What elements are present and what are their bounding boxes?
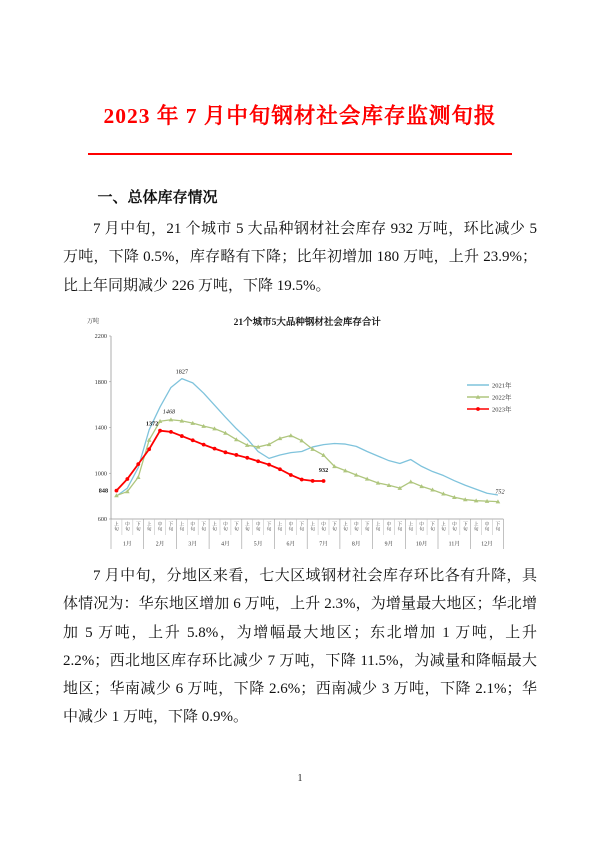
svg-text:下旬: 下旬: [266, 522, 272, 533]
svg-text:中旬: 中旬: [419, 522, 425, 533]
svg-text:1月: 1月: [122, 541, 132, 548]
svg-text:上旬: 上旬: [277, 522, 283, 533]
svg-text:下旬: 下旬: [364, 522, 370, 533]
section-heading: 一、总体库存情况: [97, 190, 218, 206]
svg-text:上旬: 上旬: [473, 522, 479, 533]
svg-text:848: 848: [98, 487, 109, 495]
svg-text:中旬: 中旬: [190, 522, 196, 533]
svg-text:10月: 10月: [415, 541, 428, 548]
svg-text:下旬: 下旬: [201, 522, 207, 533]
svg-text:下旬: 下旬: [299, 522, 305, 533]
title-divider: [88, 153, 512, 155]
svg-text:7月: 7月: [319, 541, 328, 548]
svg-text:中旬: 中旬: [353, 522, 359, 533]
svg-text:6月: 6月: [286, 541, 296, 548]
svg-text:中旬: 中旬: [386, 522, 392, 533]
svg-text:3月: 3月: [188, 541, 198, 548]
svg-text:600: 600: [97, 516, 107, 523]
svg-text:2022年: 2022年: [492, 394, 512, 402]
svg-text:上旬: 上旬: [212, 522, 217, 533]
svg-text:上旬: 上旬: [146, 522, 152, 533]
line-chart-canvas: [85, 312, 545, 558]
svg-text:2021年: 2021年: [492, 382, 512, 390]
svg-text:下旬: 下旬: [430, 522, 435, 533]
svg-text:下旬: 下旬: [332, 522, 337, 533]
svg-text:752: 752: [495, 488, 505, 496]
svg-text:上旬: 上旬: [342, 522, 348, 533]
svg-text:上旬: 上旬: [179, 522, 185, 533]
svg-text:2200: 2200: [94, 333, 107, 340]
svg-text:下旬: 下旬: [397, 522, 403, 533]
paragraph-regional: 7 月中旬，分地区来看，七大区域钢材社会库存环比各有升降，具体情况为：华东地区增加 6 万吨，上升 2.3%，为增量最大地区；华北增加 5 万吨，上升 5.8%，为增幅最大地区；东北增加 1 万吨，上升 2.2%；西北地区库存环比减少 7 万吨，下降 11.5%，为减量和降幅最大地区；华南减少 6 万吨，下降 2.6%；西南减少 3 万吨，下降 2.1%；华中减少 1 万吨，下降 0.9%。: [63, 568, 537, 726]
svg-text:上旬: 上旬: [310, 522, 316, 533]
svg-text:下旬: 下旬: [462, 522, 468, 533]
svg-text:中旬: 中旬: [321, 522, 326, 533]
svg-text:1468: 1468: [162, 408, 176, 416]
svg-text:中旬: 中旬: [484, 522, 490, 533]
svg-text:中旬: 中旬: [255, 522, 261, 533]
paragraph-overview: 7 月中旬，21 个城市 5 大品种钢材社会库存 932 万吨，环比减少 5 万吨，下降 0.5%，库存略有下降；比年初增加 180 万吨，上升 23.9%；比上年同期减少 226 万吨，下降 19.5%。: [63, 221, 537, 294]
page-number: 1: [297, 773, 303, 784]
svg-text:1827: 1827: [175, 368, 189, 376]
svg-text:5月: 5月: [253, 541, 263, 548]
svg-text:中旬: 中旬: [157, 522, 163, 533]
document-title: 2023 年 7 月中旬钢材社会库存监测旬报: [103, 104, 497, 128]
svg-text:上旬: 上旬: [244, 522, 250, 533]
svg-text:下旬: 下旬: [495, 522, 501, 533]
svg-text:中旬: 中旬: [451, 522, 457, 533]
svg-text:2月: 2月: [155, 541, 165, 548]
svg-text:2023年: 2023年: [492, 406, 512, 414]
svg-text:下旬: 下旬: [135, 522, 141, 533]
svg-text:中旬: 中旬: [288, 522, 294, 533]
svg-text:中旬: 中旬: [223, 522, 228, 533]
svg-text:9月: 9月: [384, 541, 394, 548]
svg-text:11月: 11月: [448, 541, 461, 548]
svg-text:1400: 1400: [94, 424, 107, 432]
svg-text:上旬: 上旬: [441, 522, 446, 533]
svg-text:万吨: 万吨: [87, 319, 100, 325]
svg-text:中旬: 中旬: [124, 522, 130, 533]
svg-text:下旬: 下旬: [168, 522, 174, 533]
svg-text:12月: 12月: [481, 541, 493, 548]
svg-text:1800: 1800: [94, 378, 107, 386]
svg-text:1000: 1000: [94, 470, 107, 478]
svg-text:1372: 1372: [145, 420, 159, 428]
svg-text:4月: 4月: [221, 541, 230, 548]
svg-text:上旬: 上旬: [375, 522, 381, 533]
svg-text:8月: 8月: [351, 541, 361, 548]
svg-text:上旬: 上旬: [408, 522, 414, 533]
svg-text:上旬: 上旬: [114, 522, 119, 533]
svg-text:21个城市5大品种钢材社会库存合计: 21个城市5大品种钢材社会库存合计: [233, 318, 381, 328]
inventory-line-chart: [85, 312, 545, 558]
svg-text:下旬: 下旬: [233, 522, 239, 533]
svg-text:932: 932: [318, 467, 329, 475]
